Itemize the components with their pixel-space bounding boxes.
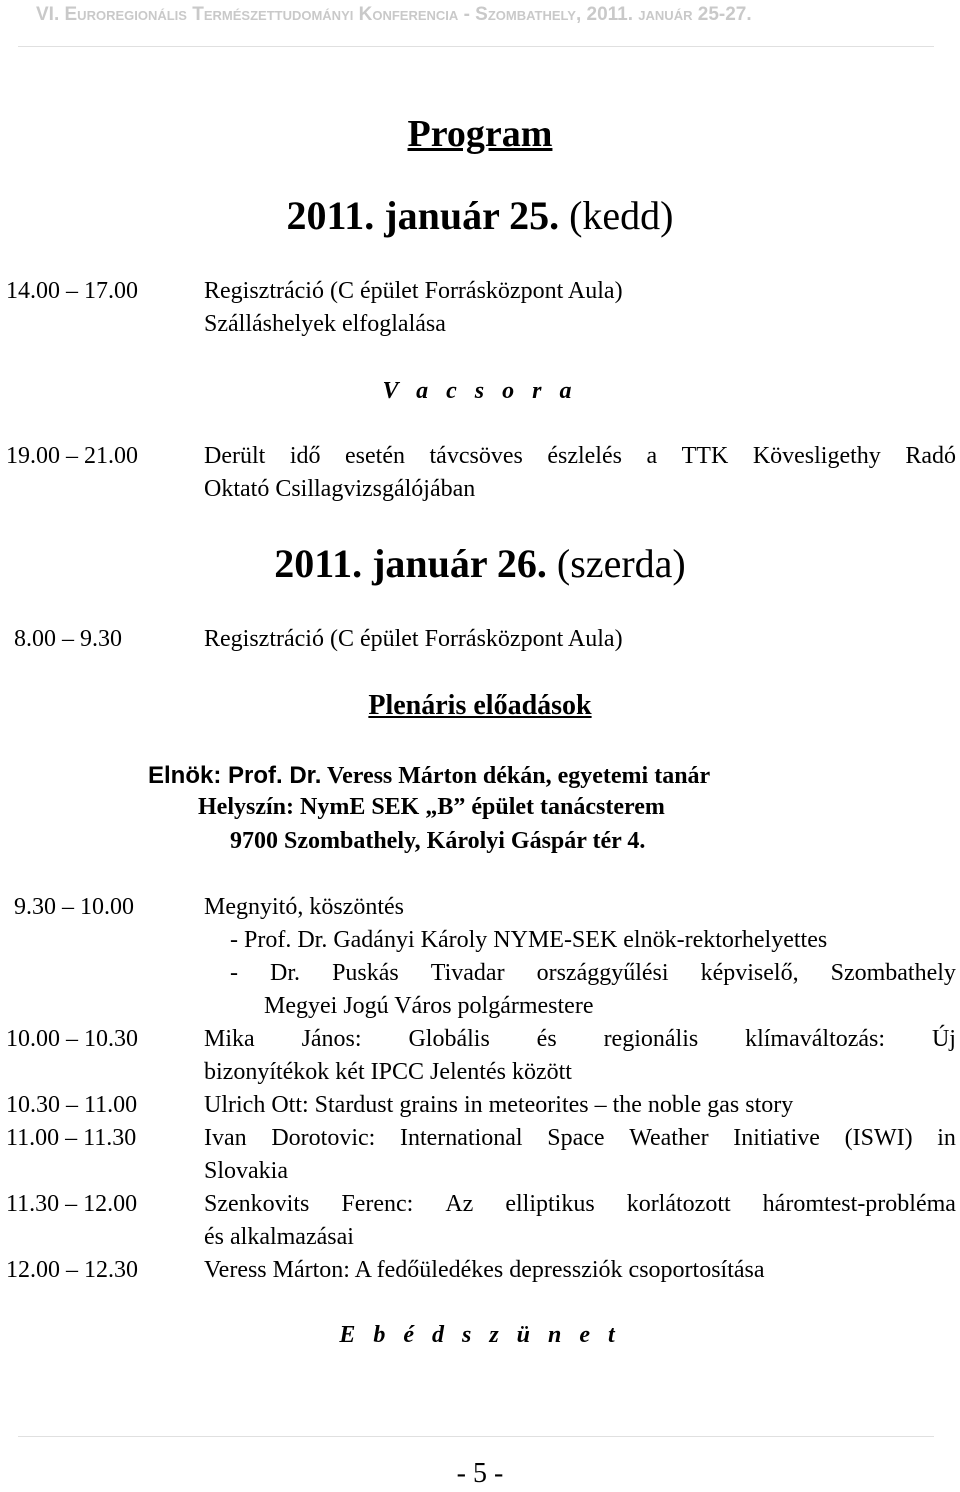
day1-item1-line2: Szálláshelyek elfoglalása [204,311,446,337]
day2-heading [0,540,960,587]
word: Szombathely [830,960,956,986]
word: távcsöves [429,443,523,469]
opening-title: Megnyitó, köszöntés [204,894,404,920]
word: Space [547,1125,605,1151]
word: esetén [345,443,405,469]
word: Kövesligethy [752,443,881,469]
day1-heading [0,192,960,239]
talk-title-line2: bizonyítékok két IPCC Jelentés között [204,1059,572,1085]
word: in [937,1125,956,1151]
day2-item1-text: Regisztráció (C épület Forrásközpont Aula) [204,626,623,652]
word: Dr. [270,960,301,986]
word: elliptikus [505,1191,595,1217]
day1-date: 2011. január 25. [286,193,560,238]
word: Dorotovic: [271,1125,376,1151]
day2-weekday: (szerda) [556,541,686,586]
day1-weekday: (kedd) [569,193,674,238]
talk-title-line1 [204,1125,956,1152]
page-number: - 5 - [456,1458,504,1489]
word: Derült [204,443,266,469]
plenary-title: Plenáris előadások [368,690,592,721]
word: Tivadar [430,960,505,986]
talk-time: 12.00 – 12.30 [6,1257,138,1283]
chair-label: Elnök: Prof. Dr. [148,762,322,789]
word: Radó [905,443,956,469]
day1-item2-line1 [204,443,956,470]
talk-time: 10.00 – 10.30 [6,1026,138,1052]
chair-line [148,762,710,790]
word: Initiative [733,1125,820,1151]
word: Ivan [204,1125,247,1151]
word: TTK [681,443,729,469]
talk-time: 11.00 – 11.30 [6,1125,137,1151]
opening-speaker-2-cont: Megyei Jogú Város polgármestere [264,993,594,1019]
word: országgyűlési [536,960,669,986]
program-title: Program [407,113,553,155]
day1-item2-time: 19.00 – 21.00 [6,443,138,469]
header-rule [18,46,934,47]
running-header: VI. Euroregionális Természettudományi Konferencia - Szombathely, 2011. január 25-27. [36,4,752,25]
day2-item1-time: 8.00 – 9.30 [14,626,122,652]
word: János: [301,1026,362,1052]
footer-rule [18,1436,934,1437]
opening-speaker-2 [230,960,956,987]
word: (ISWI) [844,1125,913,1151]
talk-title-line2: Slovakia [204,1158,288,1184]
lunch-break: E b é d s z ü n e t [339,1322,621,1348]
word: korlátozott [626,1191,731,1217]
word: Az [445,1191,474,1217]
address-line: 9700 Szombathely, Károlyi Gáspár tér 4. [230,828,646,854]
word: idő [289,443,321,469]
word: képviselő, [700,960,799,986]
word: a [646,443,658,469]
word: Weather [629,1125,709,1151]
talk-title-line1 [204,1191,956,1218]
word: Mika [204,1026,255,1052]
talk-title-line1: Veress Márton: A fedőüledékes depressziók csoportosítása [204,1257,765,1283]
talk-time: 11.30 – 12.00 [6,1191,138,1217]
word: Puskás [332,960,399,986]
word: Ferenc: [341,1191,414,1217]
talk-title-line2: és alkalmazásai [204,1224,354,1250]
day2-date: 2011. január 26. [274,541,547,586]
opening-time: 9.30 – 10.00 [14,894,134,920]
chair-name: Veress Márton dékán, egyetemi tanár [326,763,711,789]
venue-line: Helyszín: NymE SEK „B” épület tanácsterem [198,794,665,820]
talk-title-line1 [204,1026,956,1053]
day1-item1-time: 14.00 – 17.00 [6,278,138,304]
word: észlelés [547,443,622,469]
word: háromtest-probléma [762,1191,956,1217]
talk-time: 10.30 – 11.00 [6,1092,138,1118]
day1-item1-line1: Regisztráció (C épület Forrásközpont Aula) [204,278,623,304]
word: Globális [408,1026,490,1052]
word: regionális [603,1026,699,1052]
day1-item2-line2: Oktató Csillagvizsgálójában [204,476,476,502]
word: és [536,1026,557,1052]
word: International [399,1125,523,1151]
word: Szenkovits [204,1191,310,1217]
word: klímaváltozás: [745,1026,886,1052]
word: Új [931,1026,956,1052]
talk-title-line1: Ulrich Ott: Stardust grains in meteorites – the noble gas story [204,1092,794,1118]
opening-speaker-1: - Prof. Dr. Gadányi Károly NYME-SEK elnök-rektorhelyettes [230,927,828,953]
word: - [230,960,238,986]
dinner-break: V a c s o r a [382,378,578,404]
